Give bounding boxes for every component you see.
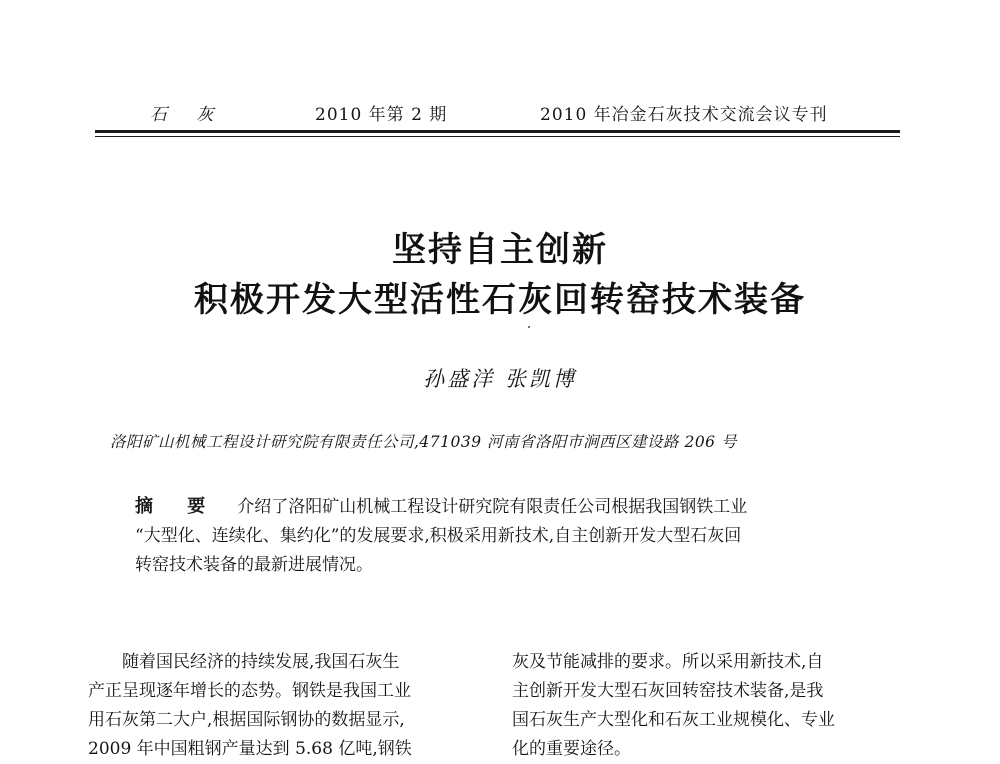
abstract-label: 摘 要 — [135, 496, 220, 517]
running-header — [95, 100, 900, 126]
body-line: 主创新开发大型石灰回转窑技术装备,是我 — [512, 681, 824, 701]
body-column-right — [512, 648, 907, 764]
body-line: 灰及节能减排的要求。所以采用新技术,自 — [512, 652, 824, 672]
body-line: 化的重要途径。 — [512, 739, 631, 759]
title-line-1: 坚持自主创新 — [392, 230, 608, 270]
abstract-line: “大型化、连续化、集约化”的发展要求,积极采用新技术,自主创新开发大型石灰回 — [135, 526, 742, 546]
body-line: 用石灰第二大户,根据国际钢协的数据显示, — [88, 710, 405, 730]
body-line: 产正呈现逐年增长的态势。钢铁是我国工业 — [88, 681, 411, 701]
issue-number: 2010 年第 2 期 — [315, 105, 448, 125]
header-rule-thick — [95, 130, 900, 133]
authors: 孙盛洋 张凯博 — [423, 367, 577, 391]
affiliation: 洛阳矿山机械工程设计研究院有限责任公司,471039 河南省洛阳市涧西区建设路 206 号 — [110, 433, 737, 451]
body-column-left — [88, 648, 483, 764]
journal-name: 石 灰 — [150, 105, 226, 125]
body-line: 国石灰生产大型化和石灰工业规模化、专业 — [512, 710, 835, 730]
abstract-line — [135, 492, 875, 522]
title-line-2: 积极开发大型活性石灰回转窑技术装备 — [194, 280, 806, 320]
body-line: 2009 年中国粗钢产量达到 5.68 亿吨,钢铁 — [88, 739, 412, 759]
body-line: 随着国民经济的持续发展,我国石灰生 — [122, 652, 400, 672]
special-issue-title: 2010 年冶金石灰技术交流会议专刊 — [540, 105, 828, 125]
header-rule-thin — [95, 136, 900, 137]
scan-speck — [528, 326, 530, 328]
abstract-text: 介绍了洛阳矿山机械工程设计研究院有限责任公司根据我国钢铁工业 — [237, 497, 748, 517]
abstract — [135, 492, 875, 580]
abstract-line: 转窑技术装备的最新进展情况。 — [135, 555, 373, 575]
